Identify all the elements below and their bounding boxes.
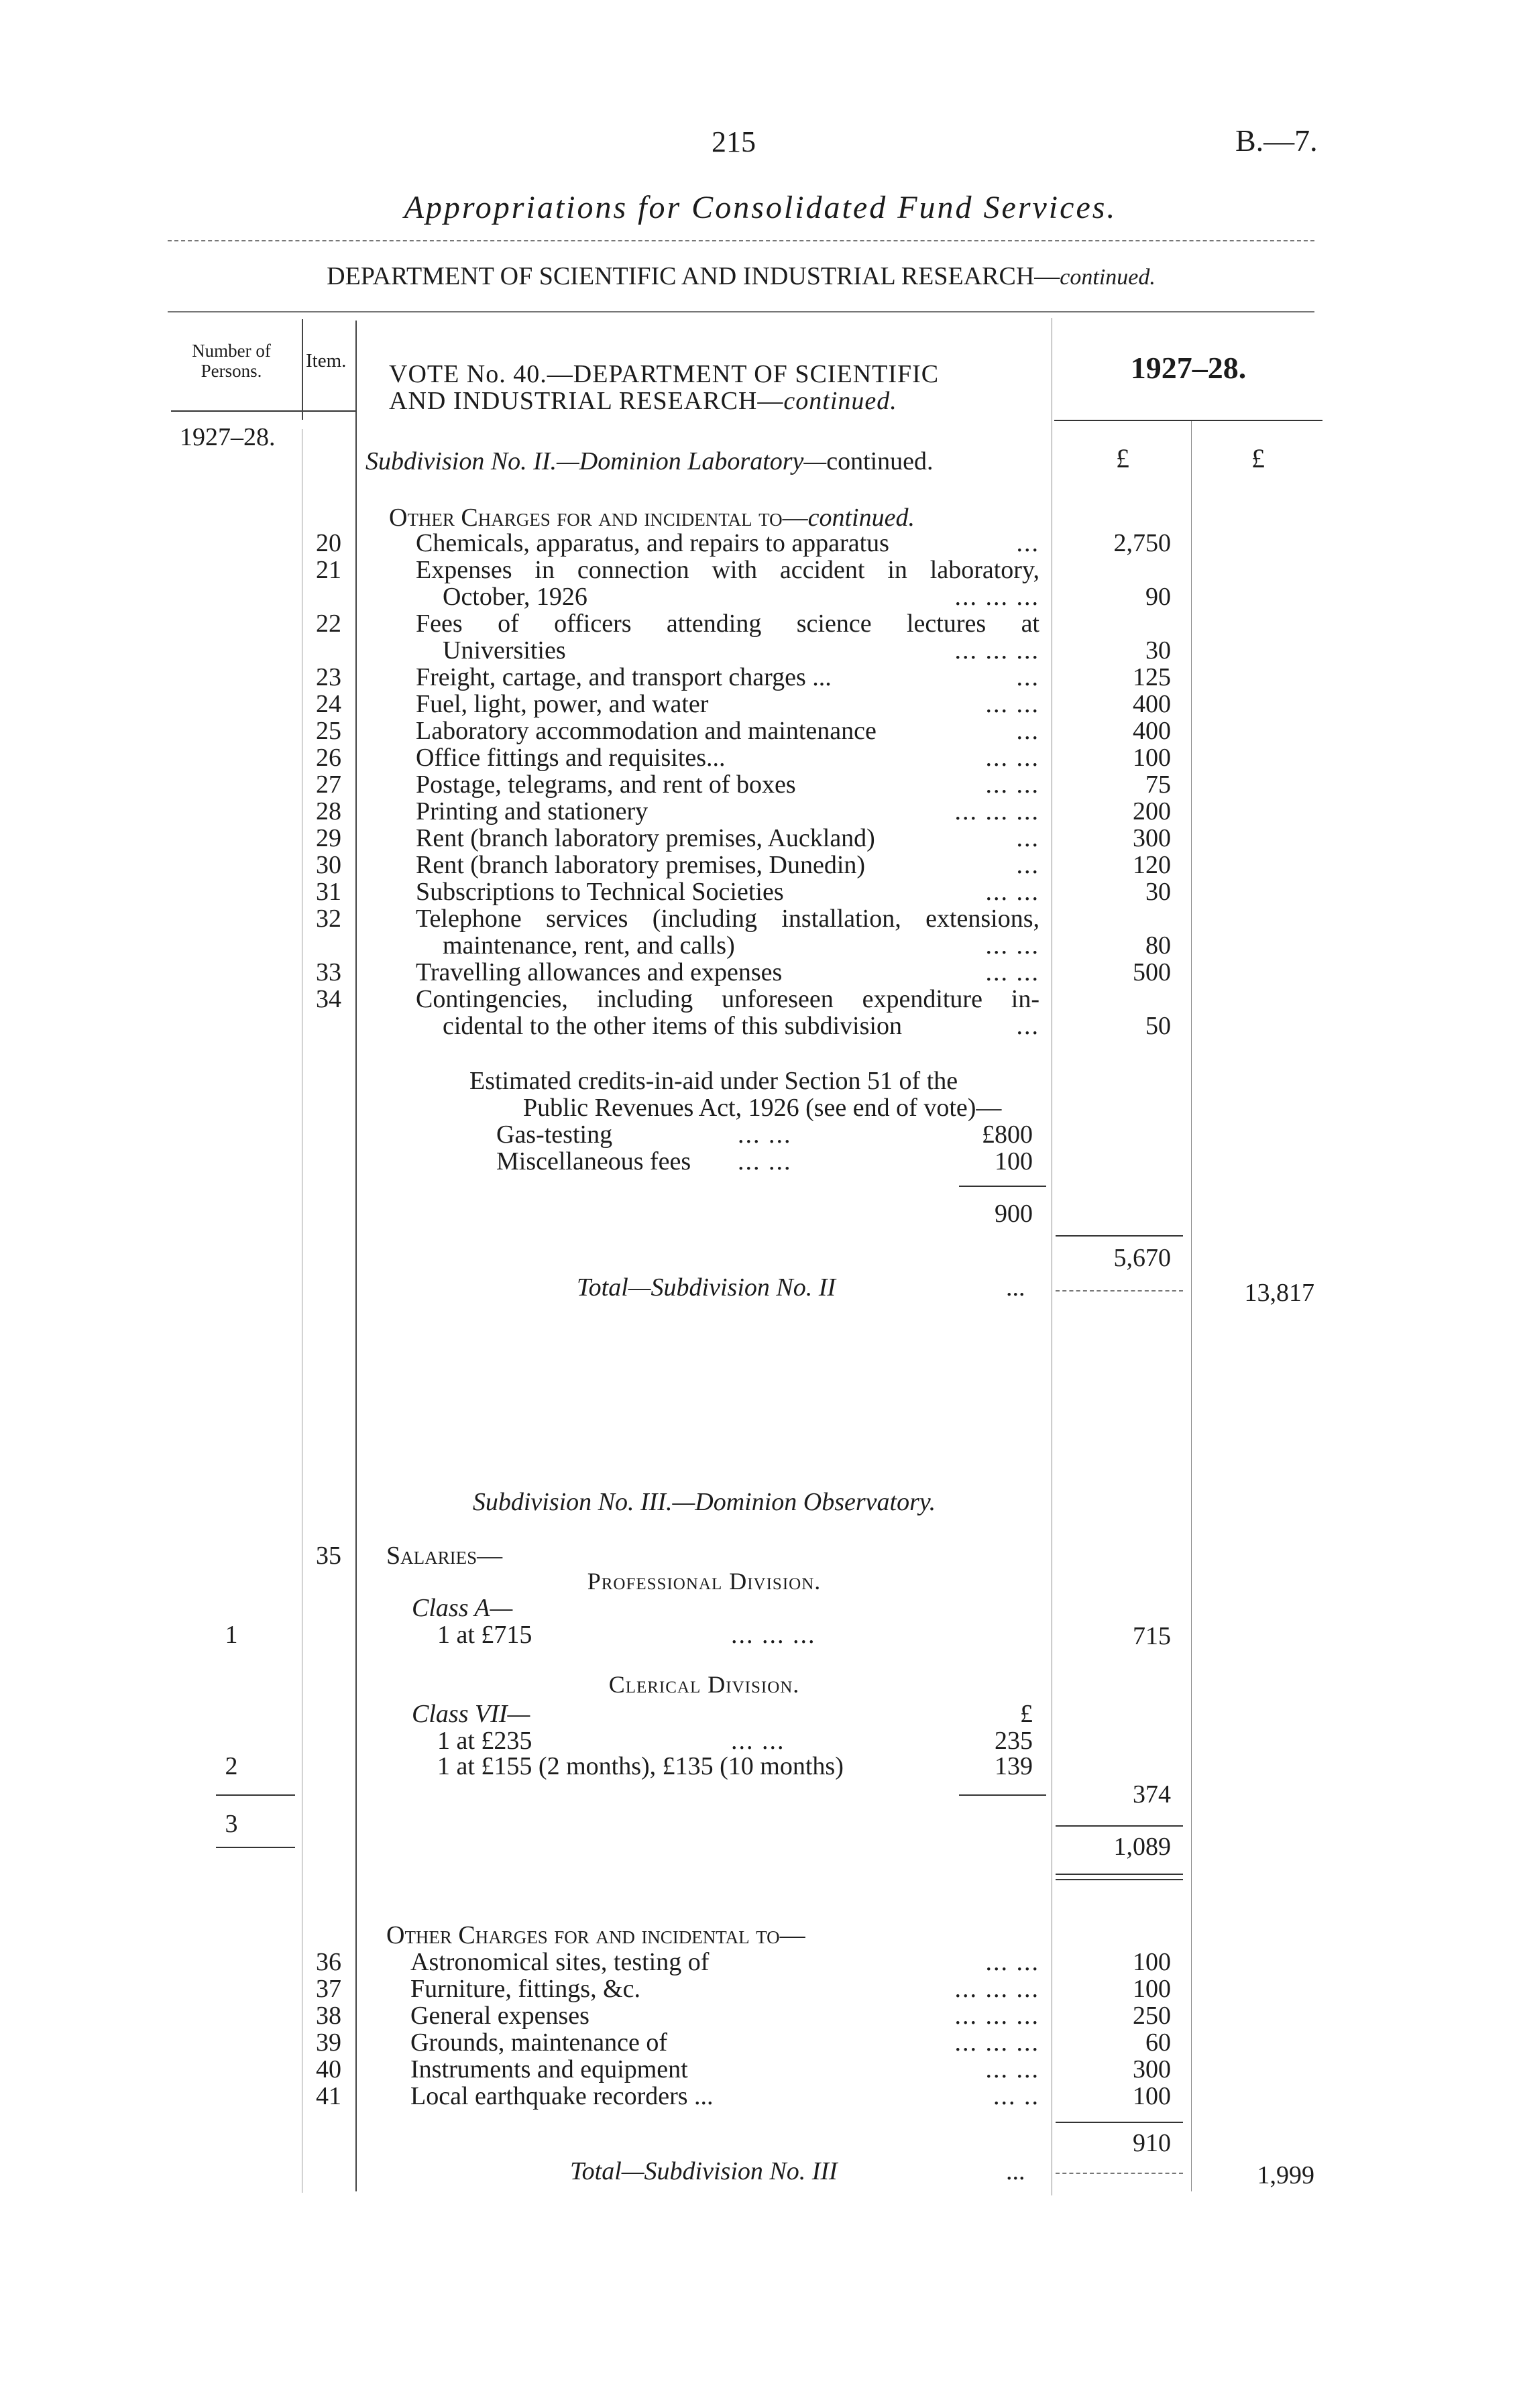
item-description-line: Travelling allowances and expenses xyxy=(416,958,783,986)
item-number: 39 xyxy=(316,2028,341,2057)
class-vii-line-2: 1 at £155 (2 months), £135 (10 months) xyxy=(437,1752,844,1780)
item-description-line: Rent (branch laboratory premises, Dunedin) xyxy=(416,851,866,879)
subdivision-3-total-amount: 1,999 xyxy=(1257,2161,1314,2189)
item-amount: 80 xyxy=(1145,931,1171,960)
item-amount: 75 xyxy=(1145,770,1171,799)
class-a-dots: ... ... ... xyxy=(731,1621,816,1649)
class-vii-heading: Class VII— xyxy=(412,1700,530,1728)
subdivision-2-total-dots: ... xyxy=(1006,1273,1025,1302)
vote-title-line-2: AND INDUSTRIAL RESEARCH—continued. xyxy=(389,387,897,415)
subdivision-2-other-total: 5,670 xyxy=(1113,1244,1171,1272)
subdivision-3-total-label: Total—Subdivision No. III xyxy=(570,2157,838,2185)
class-vii-persons: 2 xyxy=(225,1752,238,1780)
class-a-line: 1 at £715 xyxy=(437,1621,532,1649)
year-column-header: 1927–28. xyxy=(1130,351,1247,385)
item-dots: ... xyxy=(1016,1012,1039,1040)
item-dots: ... ... ... xyxy=(954,797,1039,825)
item-description-line: Expenses in connection with accident in laboratory, xyxy=(416,556,1039,584)
professional-division-heading: Professional Division. xyxy=(587,1568,822,1595)
credits-total: 900 xyxy=(995,1200,1033,1228)
item-description-line: Furniture, fittings, &c. xyxy=(410,1975,641,2003)
item-description-line: Freight, cartage, and transport charges ... xyxy=(416,663,832,691)
class-vii-pound-sign: £ xyxy=(1020,1700,1033,1728)
class-a-amount: 715 xyxy=(1133,1622,1171,1650)
clerical-division-heading: Clerical Division. xyxy=(608,1671,800,1698)
item-description-line: Instruments and equipment xyxy=(410,2055,688,2083)
gas-testing-label: Gas-testing xyxy=(496,1121,613,1149)
item-number: 34 xyxy=(316,985,341,1013)
item-number: 20 xyxy=(316,529,341,557)
item-amount: 100 xyxy=(1133,1948,1171,1976)
item-description-line: Chemicals, apparatus, and repairs to apparatus xyxy=(416,529,889,557)
item-number: 32 xyxy=(316,905,341,933)
item-description-line: Printing and stationery xyxy=(416,797,649,825)
other-charges-heading-2: Other Charges for and incidental to—continued. xyxy=(389,504,915,532)
salaries-item-number: 35 xyxy=(316,1542,341,1570)
item-dots: ... ... xyxy=(985,2055,1039,2083)
subdivision-2-heading: Subdivision No. II.—Dominion Laboratory—continued. xyxy=(365,447,934,475)
item-dots: ... xyxy=(1016,663,1039,691)
item-dots: ... ... xyxy=(985,958,1039,986)
item-number: 28 xyxy=(316,797,341,825)
item-amount: 50 xyxy=(1145,1012,1171,1040)
item-description-line: Fees of officers attending science lectures at xyxy=(416,610,1039,638)
subdivision-2-total-amount: 13,817 xyxy=(1244,1279,1314,1307)
item-amount: 30 xyxy=(1145,878,1171,906)
item-amount: 400 xyxy=(1133,717,1171,745)
item-dots: ... xyxy=(1016,824,1039,852)
class-vii-dots-1: ... ... xyxy=(731,1727,785,1755)
item-number: 41 xyxy=(316,2082,341,2110)
item-amount: 100 xyxy=(1133,744,1171,772)
item-description-line: October, 1926 xyxy=(443,583,587,611)
item-dots: ... ... ... xyxy=(954,636,1039,665)
pound-column-1: £ xyxy=(1116,443,1129,473)
item-description-line: Telephone services (including installation, extensions, xyxy=(416,905,1039,933)
item-description-line: Subscriptions to Technical Societies xyxy=(416,878,784,906)
department-heading: DEPARTMENT OF SCIENTIFIC AND INDUSTRIAL RESEARCH—continued. xyxy=(327,262,1156,290)
item-number: 25 xyxy=(316,717,341,745)
item-number: 24 xyxy=(316,690,341,718)
page-title: Appropriations for Consolidated Fund Services. xyxy=(404,190,1117,225)
item-number: 21 xyxy=(316,556,341,584)
gas-testing-dots: ... ... xyxy=(738,1121,792,1149)
item-number: 36 xyxy=(316,1948,341,1976)
persons-total: 3 xyxy=(225,1810,238,1838)
item-dots: ... ... xyxy=(985,931,1039,960)
item-number: 31 xyxy=(316,878,341,906)
item-number: 27 xyxy=(316,770,341,799)
class-vii-line-1: 1 at £235 xyxy=(437,1727,532,1755)
item-dots: ... xyxy=(1016,851,1039,879)
item-dots: ... ... xyxy=(985,690,1039,718)
item-description-line: Local earthquake recorders ... xyxy=(410,2082,714,2110)
item-amount: 120 xyxy=(1133,851,1171,879)
item-dots: ... ... xyxy=(985,1948,1039,1976)
page-number: 215 xyxy=(712,125,756,158)
misc-fees-dots: ... ... xyxy=(738,1147,792,1176)
item-amount: 125 xyxy=(1133,663,1171,691)
item-number: 22 xyxy=(316,610,341,638)
item-description-line: Fuel, light, power, and water xyxy=(416,690,709,718)
class-vii-total: 374 xyxy=(1133,1780,1171,1809)
vote-title-line-1: VOTE No. 40.—DEPARTMENT OF SCIENTIFIC xyxy=(389,360,940,388)
item-description-line: Office fittings and requisites... xyxy=(416,744,726,772)
item-dots: ... ... xyxy=(985,770,1039,799)
item-dots: ... xyxy=(1016,529,1039,557)
item-description-line: maintenance, rent, and calls) xyxy=(443,931,735,960)
subdivision-3-heading: Subdivision No. III.—Dominion Observatory. xyxy=(472,1488,936,1516)
gas-testing-amount: £800 xyxy=(982,1121,1033,1149)
item-description-line: Laboratory accommodation and maintenance xyxy=(416,717,877,745)
credits-line-2: Public Revenues Act, 1926 (see end of vote)— xyxy=(523,1094,1002,1122)
class-a-persons: 1 xyxy=(225,1621,238,1649)
persons-column-header: Number of Persons. xyxy=(192,341,271,381)
item-amount: 200 xyxy=(1133,797,1171,825)
subdivision-2-total-label: Total—Subdivision No. II xyxy=(577,1273,836,1302)
pound-column-2: £ xyxy=(1251,443,1265,473)
item-amount: 30 xyxy=(1145,636,1171,665)
item-number: 33 xyxy=(316,958,341,986)
item-amount: 60 xyxy=(1145,2028,1171,2057)
item-number: 26 xyxy=(316,744,341,772)
other-charges-heading-3: Other Charges for and incidental to— xyxy=(386,1921,805,1949)
salaries-total: 1,089 xyxy=(1113,1833,1171,1861)
document-reference: B.—7. xyxy=(1235,123,1318,158)
class-vii-amount-2: 139 xyxy=(995,1752,1033,1780)
item-description-line: Grounds, maintenance of xyxy=(410,2028,668,2057)
misc-fees-label: Miscellaneous fees xyxy=(496,1147,691,1176)
item-amount: 90 xyxy=(1145,583,1171,611)
item-dots: ... ... xyxy=(985,878,1039,906)
item-number: 23 xyxy=(316,663,341,691)
item-amount: 300 xyxy=(1133,824,1171,852)
item-amount: 2,750 xyxy=(1113,529,1171,557)
item-dots: ... xyxy=(1016,717,1039,745)
item-number: 29 xyxy=(316,824,341,852)
item-description-line: Rent (branch laboratory premises, Auckland) xyxy=(416,824,875,852)
item-dots: ... ... ... xyxy=(954,1975,1039,2003)
item-description-line: Astronomical sites, testing of xyxy=(410,1948,710,1976)
item-number: 30 xyxy=(316,851,341,879)
class-a-heading: Class A— xyxy=(412,1594,513,1622)
item-description-line: cidental to the other items of this subdivision xyxy=(443,1012,902,1040)
subdivision-3-total-dots: ... xyxy=(1006,2157,1025,2185)
item-column-header: Item. xyxy=(306,350,347,371)
misc-fees-amount: 100 xyxy=(995,1147,1033,1176)
item-amount: 250 xyxy=(1133,2002,1171,2030)
item-amount: 100 xyxy=(1133,1975,1171,2003)
item-description-line: Contingencies, including unforeseen expenditure in- xyxy=(416,985,1039,1013)
item-number: 38 xyxy=(316,2002,341,2030)
item-amount: 100 xyxy=(1133,2082,1171,2110)
credits-line-1: Estimated credits-in-aid under Section 51 of the xyxy=(469,1067,958,1095)
item-amount: 500 xyxy=(1133,958,1171,986)
subdivision-3-other-total: 910 xyxy=(1133,2129,1171,2157)
class-vii-amount-1: 235 xyxy=(995,1727,1033,1755)
item-number: 37 xyxy=(316,1975,341,2003)
item-dots: ... ... ... xyxy=(954,2028,1039,2057)
persons-year: 1927–28. xyxy=(180,423,276,451)
item-dots: ... ... ... xyxy=(954,2002,1039,2030)
item-dots: ... .. xyxy=(993,2082,1039,2110)
item-amount: 300 xyxy=(1133,2055,1171,2083)
item-description-line: General expenses xyxy=(410,2002,589,2030)
item-description-line: Universities xyxy=(443,636,566,665)
item-dots: ... ... xyxy=(985,744,1039,772)
item-dots: ... ... ... xyxy=(954,583,1039,611)
salaries-heading: Salaries— xyxy=(386,1542,503,1570)
item-description-line: Postage, telegrams, and rent of boxes xyxy=(416,770,796,799)
item-amount: 400 xyxy=(1133,690,1171,718)
item-number: 40 xyxy=(316,2055,341,2083)
